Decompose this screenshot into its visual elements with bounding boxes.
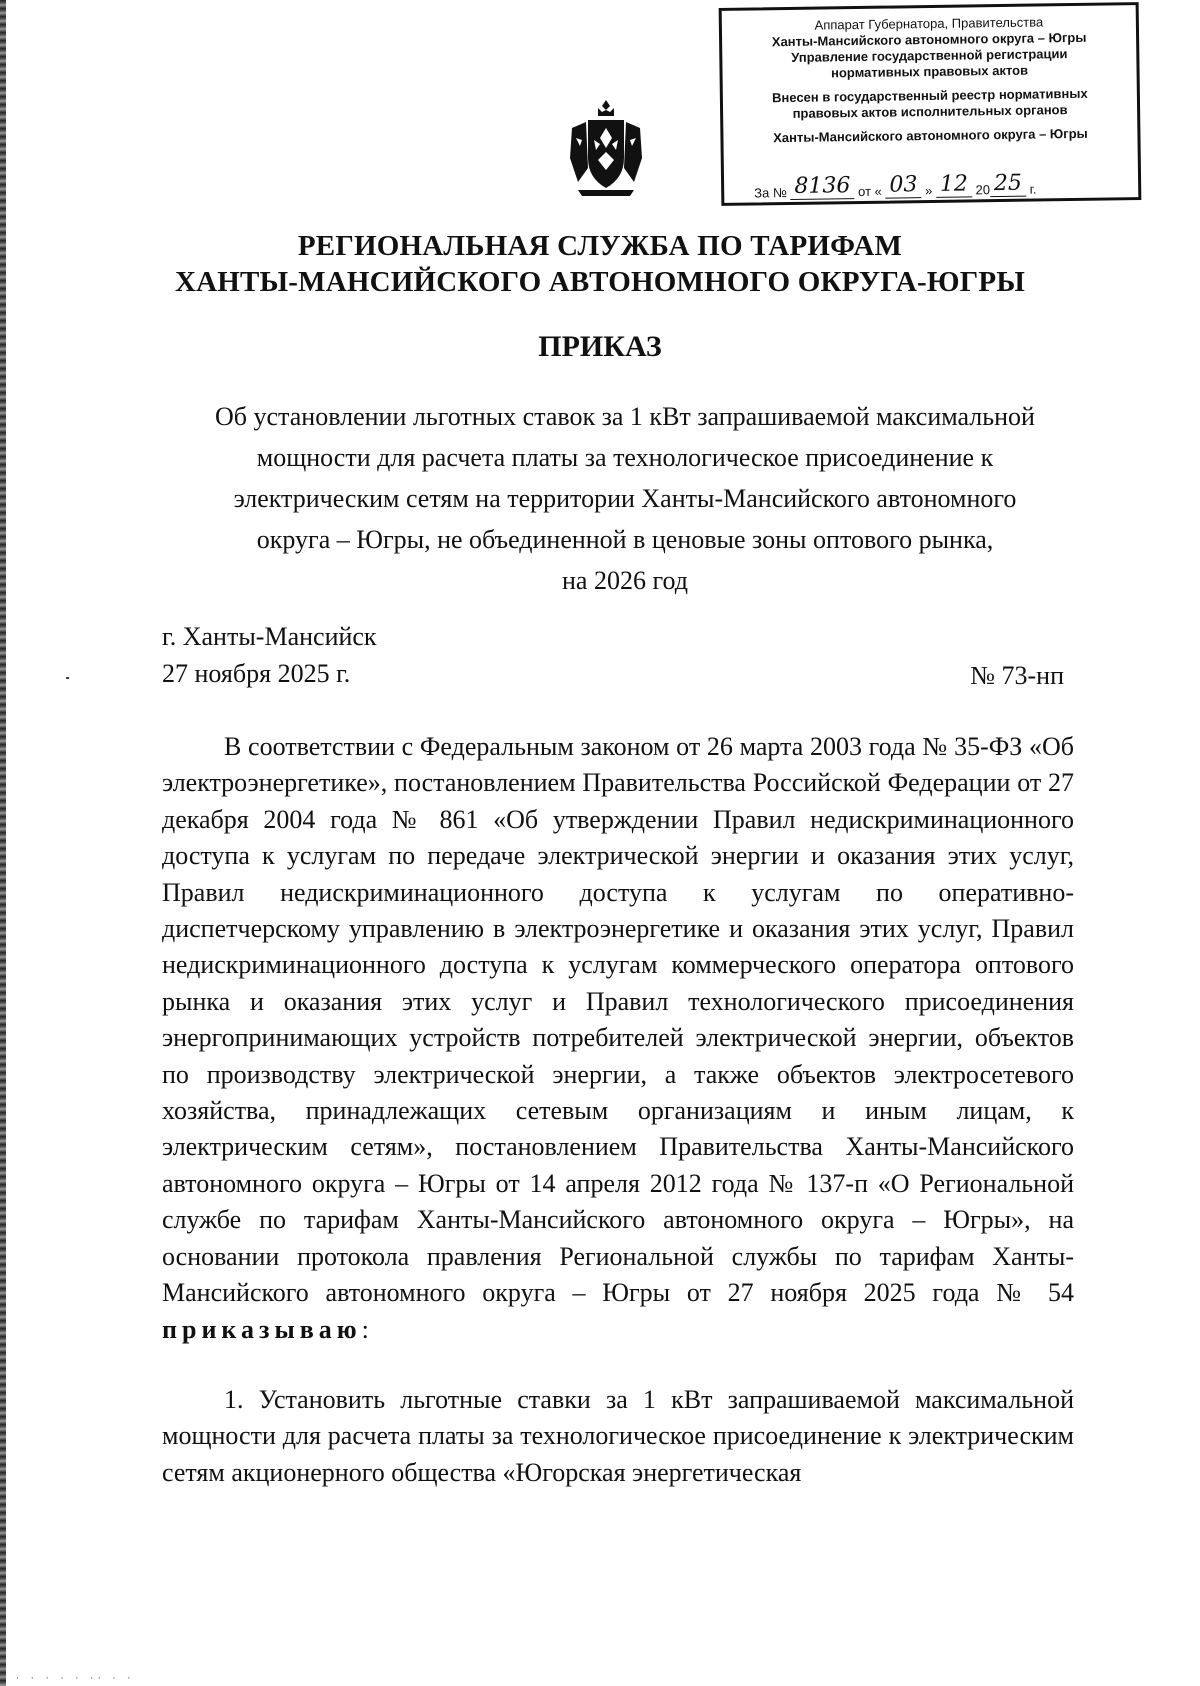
subject-line: электрическим сетям на территории Ханты-Мансийского автономного xyxy=(233,484,1017,513)
stamp-line: Ханты-Мансийского автономного округа – Югры xyxy=(771,29,1087,50)
stamp-line: Аппарат Губернатора, Правительства xyxy=(814,14,1044,33)
organization-title-line: РЕГИОНАЛЬНАЯ СЛУЖБА ПО ТАРИФАМ xyxy=(297,230,903,262)
order-colon: : xyxy=(361,1314,369,1344)
stamp-reg-number: 8136 xyxy=(790,173,854,200)
stamp-line: правовых актов исполнительных органов xyxy=(792,102,1068,121)
stamp-registration-line xyxy=(754,170,1130,204)
stamp-reg-mid: » xyxy=(924,182,933,199)
document-place: г. Ханты-Мансийск xyxy=(162,622,377,651)
stamp-line: Управление государственной регистрации xyxy=(791,46,1068,65)
stamp-reg-month: 12 xyxy=(936,171,972,198)
scan-marks: · · · · · · ·· · · xyxy=(0,1674,134,1684)
stamp-reg-suffix: г. xyxy=(1029,181,1037,197)
subject-line: Об установлении льготных ставок за 1 кВт запрашиваемой максимальной xyxy=(215,402,1035,431)
order-item-1: 1. Установить льготные ставки за 1 кВт запрашиваемой максимальной мощности для расчета платы за технологическое присоединение к электрическим сетям акционерного общества «Югорская энергетическая xyxy=(162,1384,1074,1487)
organization-title xyxy=(0,228,1200,300)
stamp-reg-prefix: За № xyxy=(754,185,787,201)
document-type: ПРИКАЗ xyxy=(538,330,662,363)
document-subject xyxy=(150,396,1100,601)
stamp-reg-day: 03 xyxy=(885,172,921,199)
document-number: № 73-нп xyxy=(970,661,1064,690)
subject-line: округа – Югры, не объединенной в ценовые зоны оптового рынка, xyxy=(256,525,994,554)
registration-stamp xyxy=(719,2,1142,206)
coat-of-arms-emblem xyxy=(568,98,644,196)
preamble-text: В соответствии с Федеральным законом от 26 марта 2003 года № 35-ФЗ «Об электроэнергетике», постановлением Правительства Российской Федерации от 27 декабря 2004 года № 861 «Об утверждении Правил недискриминационного доступа к услугам по передаче электрической энергии и оказания этих услуг, Правил недискриминационного доступа к услугам по оперативно-диспетчерскому управлению в электроэнергетике и оказания этих услуг, Правил недискриминационного доступа к услугам коммерческого оператора оптового рынка и оказания этих услуг и Правил технологического присоединения энергопринимающих устройств потребителей электрической энергии, объектов по производству электрической энергии, а также объектов электросетевого хозяйства, принадлежащих сетевым организациям и иным лицам, к электрическим сетям», постановлением Правительства Ханты-Мансийского автономного округа – Югры от 14 апреля 2012 года № 137-п «О Региональной службе по тарифам Ханты-Мансийского автономного округа – Югры», на основании протокола правления Региональной службы по тарифам Ханты-Мансийского автономного округа – Югры от 27 ноября 2025 года № 54 xyxy=(162,732,1074,1308)
stamp-reg-year-prefix: 20 xyxy=(975,182,991,198)
stamp-line: Ханты-Мансийского автономного округа – Югры xyxy=(773,125,1088,146)
stamp-line: нормативных правовых актов xyxy=(830,62,1029,81)
stray-mark xyxy=(66,677,69,679)
order-word: приказываю xyxy=(162,1314,362,1344)
stamp-reg-from: от « xyxy=(858,183,882,200)
document-body xyxy=(162,729,1074,1491)
stamp-line: Внесен в государственный реестр нормативных xyxy=(771,85,1088,106)
stamp-reg-year: 25 xyxy=(990,171,1026,198)
subject-line: на 2026 год xyxy=(562,566,688,595)
organization-title-line: ХАНТЫ-МАНСИЙСКОГО АВТОНОМНОГО ОКРУГА-ЮГРЫ xyxy=(175,266,1025,298)
subject-line: мощности для расчета платы за технологическое присоединение к xyxy=(256,443,994,472)
document-date: 27 ноября 2025 г. xyxy=(162,659,351,688)
preamble-paragraph xyxy=(162,729,1074,1348)
